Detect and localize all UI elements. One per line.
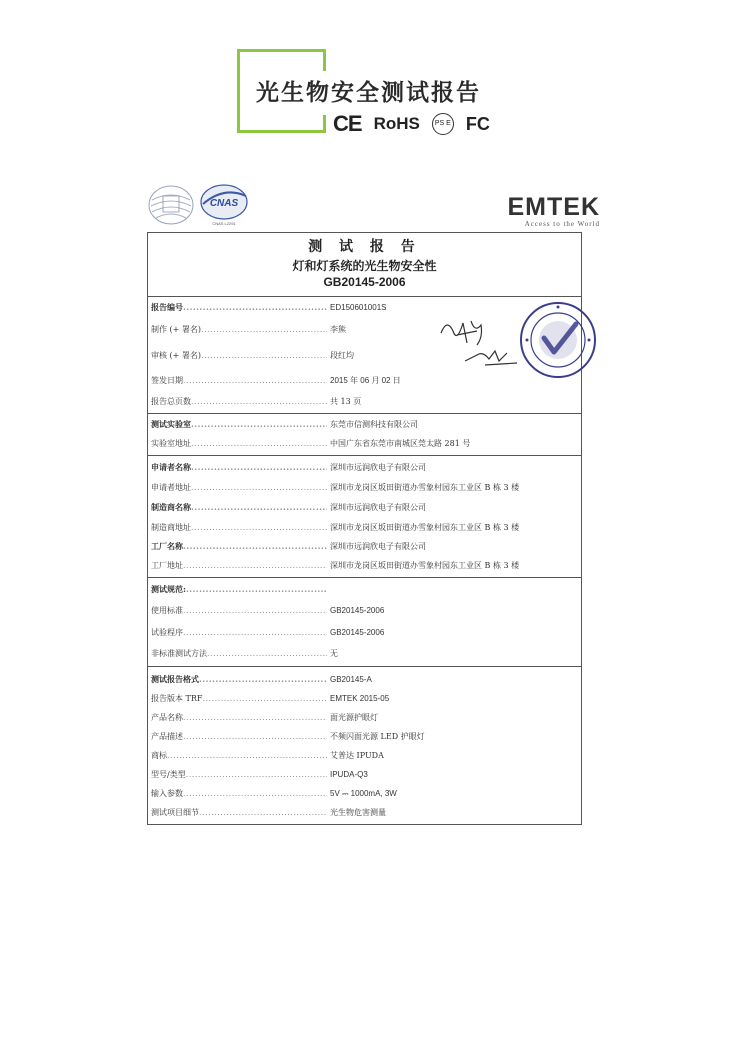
field-value: 2015 年 06 月 02 日 (330, 375, 401, 385)
emtek-wordmark: EMTEK (507, 193, 600, 221)
accreditation-logos (146, 182, 250, 228)
cnas-code: CNAS L2291 (212, 221, 236, 226)
report-field-row (148, 727, 581, 746)
field-value: GB20145-2006 (330, 605, 385, 615)
field-value: ED150601001S (330, 303, 387, 312)
field-value: 中国广东省东莞市南城区莞太路 281 号 (330, 438, 471, 448)
field-value: 深圳市远润欣电子有限公司 (330, 463, 426, 472)
field-label (148, 462, 327, 473)
field-label-text: 工厂地址 (151, 561, 183, 570)
field-label (148, 769, 327, 780)
field-value: 光生物危害测量 (330, 808, 386, 817)
report-field-row (148, 537, 581, 556)
field-label (148, 522, 327, 533)
field-label (148, 350, 327, 361)
field-label (148, 584, 327, 595)
field-label-text: 签发日期 (151, 375, 183, 385)
fcc-mark-icon: FC (465, 113, 490, 134)
field-label (148, 750, 327, 761)
field-label (148, 396, 327, 407)
field-label (148, 605, 327, 616)
report-section (148, 414, 581, 456)
field-label-text: 审核 (+ 署名) (151, 350, 202, 360)
field-value: 深圳市龙岗区坂田街道办雪象村园东工业区 B 栋 3 楼 (330, 483, 520, 492)
field-label (148, 438, 327, 449)
report-field-row (148, 643, 581, 664)
cnas-logo-icon (198, 182, 250, 228)
field-label (148, 731, 327, 742)
field-value: GB20145-A (330, 674, 372, 684)
field-value: 深圳市远润欣电子有限公司 (330, 503, 426, 512)
report-field-row (148, 669, 581, 689)
field-value: 深圳市龙岗区坂田街道办雪象村园东工业区 B 栋 3 楼 (330, 561, 520, 570)
field-value: 深圳市远润欣电子有限公司 (330, 542, 426, 551)
emtek-tagline: Access to the World (524, 220, 600, 228)
report-standard: GB20145-2006 (323, 275, 406, 289)
report-field-row (148, 477, 581, 498)
field-label (148, 419, 327, 430)
report-field-row (148, 458, 581, 477)
field-label-text: 工厂名称 (151, 541, 183, 551)
report-field-row (148, 784, 581, 803)
field-label (148, 541, 327, 552)
field-label-text: 型号/类型 (151, 770, 186, 779)
field-label-text: 制作 (+ 署名) (151, 324, 202, 334)
company-seal (518, 300, 598, 380)
ilac-logo-icon (146, 182, 196, 228)
report-sections (148, 297, 581, 824)
field-value: 面光源护眼灯 (330, 713, 378, 722)
rohs-mark-icon: RoHS (373, 114, 420, 133)
field-label-text: 报告版本 TRF (151, 694, 203, 703)
report-heading (148, 236, 581, 297)
field-label-text: 申请者地址 (151, 483, 191, 492)
report-subtitle: 灯和灯系统的光生物安全性 (292, 259, 437, 273)
field-label-text: 实验室地址 (151, 438, 191, 448)
field-value: 不频闪面光源 LED 护眼灯 (330, 732, 425, 741)
report-section (148, 578, 581, 667)
field-label (148, 693, 327, 704)
report-field-row (148, 598, 581, 622)
report-field-row (148, 746, 581, 765)
field-label-text: 制造商地址 (151, 522, 191, 532)
field-value: 东莞市信测科技有限公司 (330, 420, 418, 429)
field-label-text: 测试实验室 (151, 419, 191, 429)
field-label-text: 非标准测试方法 (151, 649, 207, 658)
ce-mark-icon: CE (333, 111, 362, 136)
report-field-row (148, 803, 581, 822)
report-field-row (148, 517, 581, 537)
report-field-row (148, 392, 581, 411)
report-field-row (148, 433, 581, 453)
field-label (148, 712, 327, 723)
field-label (148, 807, 327, 818)
field-value: 无 (330, 649, 338, 658)
report-title: 测 试 报 告 (308, 239, 421, 255)
field-label (148, 482, 327, 493)
field-label (148, 502, 327, 513)
field-label-text: 试验程序 (151, 628, 183, 637)
report-field-row (148, 498, 581, 517)
field-label-text: 测试规范: (151, 583, 186, 594)
pse-mark-icon: PS E (432, 113, 454, 135)
report-section (148, 456, 581, 578)
field-value: EMTEK 2015-05 (330, 694, 390, 703)
field-label-text: 制造商名称 (151, 502, 191, 512)
field-label (148, 560, 327, 571)
field-label-text: 产品名称 (151, 713, 183, 722)
report-field-row (148, 580, 581, 598)
field-value: IPUDA-Q3 (330, 770, 368, 779)
field-label (148, 674, 327, 685)
field-value: 共 13 页 (330, 397, 362, 406)
field-value: 深圳市龙岗区坂田街道办雪象村园东工业区 B 栋 3 楼 (330, 522, 520, 532)
report-section (148, 667, 581, 824)
field-value: 5V ⎓ 1000mA, 3W (330, 788, 397, 798)
field-value: 艾普达 IPUDA (330, 751, 384, 760)
report-field-row (148, 556, 581, 575)
field-value: 段红均 (330, 350, 354, 360)
field-label-text: 输入参数 (151, 789, 183, 798)
report-field-row (148, 416, 581, 433)
field-label (148, 648, 327, 659)
certification-marks (333, 111, 490, 137)
field-label-text: 商标 (151, 751, 167, 760)
cnas-text: CNAS (209, 198, 239, 209)
field-label-text: 报告总页数 (151, 397, 191, 406)
report-field-row (148, 622, 581, 643)
banner-title: 光生物安全测试报告 (256, 80, 481, 106)
field-label-text: 测试项目细节 (151, 808, 199, 817)
report-field-row (148, 765, 581, 784)
field-label-text: 产品描述 (151, 732, 183, 741)
field-value: GB20145-2006 (330, 628, 385, 637)
field-label (148, 788, 327, 799)
field-label (148, 324, 327, 335)
field-label-text: 申请者名称 (151, 462, 191, 472)
emtek-logo (508, 193, 601, 228)
field-label-text: 报告编号 (151, 302, 183, 312)
field-label (148, 627, 327, 638)
report-field-row (148, 689, 581, 708)
field-label-text: 测试报告格式 (151, 673, 199, 684)
report-field-row (148, 708, 581, 727)
field-label-text: 使用标准 (151, 605, 183, 615)
field-label (148, 302, 327, 313)
field-value: 李熊 (330, 324, 346, 334)
field-label (148, 375, 327, 386)
